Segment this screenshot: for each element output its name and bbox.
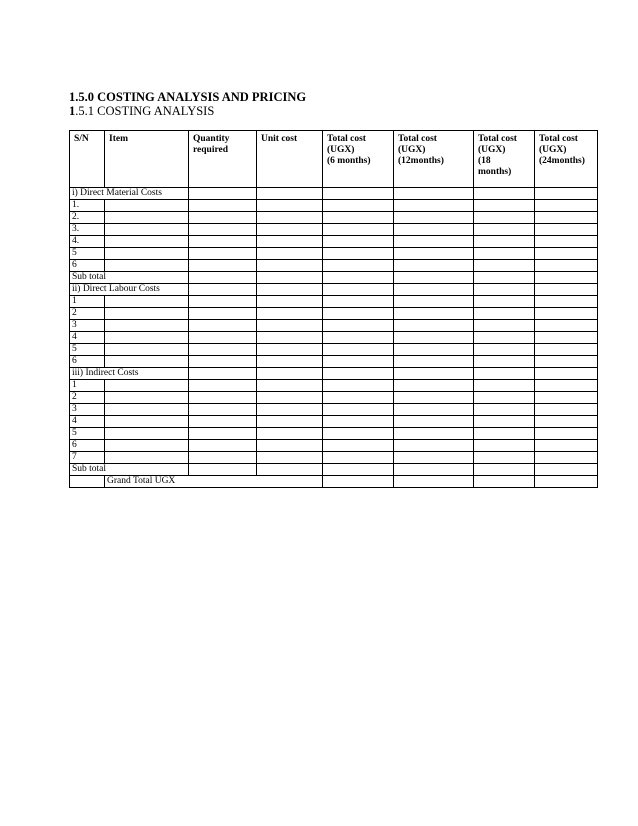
column-header-line: Total cost: [327, 134, 366, 144]
table-cell: [394, 452, 474, 464]
subsection-title: .5.1 COSTING ANALYSIS: [75, 104, 215, 118]
table-cell: [394, 440, 474, 452]
table-cell: [474, 224, 535, 236]
table-cell: [189, 464, 257, 476]
subsection-heading: [69, 104, 214, 119]
table-cell: [189, 416, 257, 428]
table-cell: [535, 212, 598, 224]
table-cell: [323, 380, 394, 392]
table-cell: [323, 368, 394, 380]
table-cell: [394, 428, 474, 440]
table-cell: [535, 332, 598, 344]
table-cell: [474, 392, 535, 404]
table-cell: [394, 284, 474, 296]
table-row: [70, 284, 598, 296]
table-row: [70, 356, 598, 368]
table-cell: [257, 260, 323, 272]
table-cell: [535, 452, 598, 464]
table-cell: [189, 260, 257, 272]
column-header: [105, 131, 189, 188]
serial-number-cell: 3: [70, 320, 105, 332]
table-cell: [535, 392, 598, 404]
section-heading: 1.5.0 COSTING ANALYSIS AND PRICING: [69, 90, 307, 104]
table-cell: [535, 428, 598, 440]
table-cell: [535, 404, 598, 416]
table-cell: [394, 248, 474, 260]
column-header-line: (12months): [398, 156, 444, 166]
table-cell: [535, 416, 598, 428]
serial-number-cell: 7: [70, 452, 105, 464]
table-cell: [105, 380, 189, 392]
table-cell: [323, 440, 394, 452]
table-cell: [189, 296, 257, 308]
table-cell: [474, 380, 535, 392]
table-cell: [257, 344, 323, 356]
column-header-line: S/N: [74, 134, 89, 144]
column-header: [535, 131, 598, 188]
column-header-line: Total cost: [398, 134, 437, 144]
table-cell: [105, 452, 189, 464]
column-header: [323, 131, 394, 188]
table-cell: [474, 200, 535, 212]
table-row: [70, 404, 598, 416]
serial-number-cell: 2: [70, 392, 105, 404]
table-cell: [474, 308, 535, 320]
table-cell: [394, 416, 474, 428]
table-cell: [189, 392, 257, 404]
table-cell: [105, 428, 189, 440]
table-cell: [189, 344, 257, 356]
table-cell: [105, 440, 189, 452]
table-cell: [394, 392, 474, 404]
table-cell: [474, 356, 535, 368]
table-cell: [474, 404, 535, 416]
table-cell: [189, 440, 257, 452]
table-cell: [474, 260, 535, 272]
table-row: [70, 212, 598, 224]
table-row: [70, 464, 598, 476]
table-cell: [323, 428, 394, 440]
table-cell: [474, 452, 535, 464]
table-cell: [323, 260, 394, 272]
serial-number-cell: 6: [70, 356, 105, 368]
table-cell: [394, 368, 474, 380]
table-row: [70, 452, 598, 464]
table-cell: [189, 188, 257, 200]
table-cell: [189, 224, 257, 236]
table-cell: [323, 272, 394, 284]
table-row: [70, 320, 598, 332]
table-cell: [105, 224, 189, 236]
table-body: [70, 188, 598, 488]
table-cell: [394, 272, 474, 284]
table-cell: [323, 248, 394, 260]
table-row: [70, 380, 598, 392]
column-header-line: (UGX): [327, 145, 355, 155]
table-header-row: [70, 131, 598, 188]
table-cell: [394, 356, 474, 368]
table-cell: [394, 260, 474, 272]
column-header-line: Total cost: [478, 134, 517, 144]
table-cell: [323, 320, 394, 332]
serial-number-cell: 1: [70, 296, 105, 308]
table-cell: [257, 380, 323, 392]
table-cell: [535, 188, 598, 200]
column-header-line: (18: [478, 156, 491, 166]
table-cell: [323, 356, 394, 368]
table-cell: [189, 212, 257, 224]
table-cell: [257, 320, 323, 332]
table-cell: [105, 200, 189, 212]
table-cell: [257, 368, 323, 380]
table-row: [70, 260, 598, 272]
table-row: [70, 392, 598, 404]
table-cell: [257, 332, 323, 344]
table-cell: [189, 272, 257, 284]
table-cell: [257, 248, 323, 260]
table-cell: [189, 380, 257, 392]
table-row: [70, 236, 598, 248]
section-label-cell: Sub total: [70, 464, 189, 476]
table-cell: [105, 320, 189, 332]
table-cell: [323, 308, 394, 320]
table-cell: [105, 260, 189, 272]
table-cell: [474, 320, 535, 332]
table-cell: [189, 308, 257, 320]
table-cell: [535, 344, 598, 356]
table-row: [70, 296, 598, 308]
serial-number-cell: 2.: [70, 212, 105, 224]
serial-number-cell: 6: [70, 260, 105, 272]
table-cell: [189, 236, 257, 248]
table-cell: [257, 308, 323, 320]
table-cell: [535, 248, 598, 260]
table-cell: [189, 248, 257, 260]
table-cell: [189, 332, 257, 344]
table-cell: [474, 332, 535, 344]
column-header-line: Quantity: [193, 134, 230, 144]
section-label-cell: iii) Indirect Costs: [70, 368, 189, 380]
table-cell: [535, 272, 598, 284]
table-cell: [323, 188, 394, 200]
table-cell: [535, 476, 598, 488]
table-cell: [105, 308, 189, 320]
table-cell: [474, 368, 535, 380]
table-cell: [257, 296, 323, 308]
table-cell: [189, 452, 257, 464]
table-cell: [474, 296, 535, 308]
table-cell: [535, 356, 598, 368]
table-cell: [323, 464, 394, 476]
table-cell: [535, 260, 598, 272]
section-label-cell: i) Direct Material Costs: [70, 188, 189, 200]
column-header-line: required: [193, 145, 229, 155]
table-row: [70, 476, 598, 488]
table-cell: [323, 476, 394, 488]
table-cell: [323, 212, 394, 224]
table-cell: [474, 464, 535, 476]
table-cell: [474, 188, 535, 200]
table-row: [70, 308, 598, 320]
table-cell: [535, 464, 598, 476]
table-row: [70, 272, 598, 284]
table-cell: [474, 476, 535, 488]
column-header: [257, 131, 323, 188]
table-cell: [394, 332, 474, 344]
table-cell: [323, 236, 394, 248]
table-cell: [535, 236, 598, 248]
table-cell: [257, 428, 323, 440]
table-cell: [394, 308, 474, 320]
column-header: [70, 131, 105, 188]
table-cell: [189, 428, 257, 440]
table-cell: [257, 272, 323, 284]
table-cell: [394, 296, 474, 308]
costing-table: [69, 130, 598, 488]
table-row: [70, 200, 598, 212]
table-cell: [257, 236, 323, 248]
section-label-cell: Sub total: [70, 272, 189, 284]
table-cell: [474, 440, 535, 452]
table-cell: [323, 404, 394, 416]
table-row: [70, 332, 598, 344]
serial-number-cell: 3.: [70, 224, 105, 236]
table-cell: [105, 332, 189, 344]
table-cell: [535, 440, 598, 452]
table-cell: [257, 356, 323, 368]
grand-total-label-cell: Grand Total UGX: [105, 476, 323, 488]
column-header-line: (24months): [539, 156, 585, 166]
table-cell: [323, 284, 394, 296]
table-cell: [394, 188, 474, 200]
table-cell: [257, 392, 323, 404]
subsection-number-prefix: 1: [69, 104, 76, 118]
table-cell: [535, 380, 598, 392]
table-row: [70, 416, 598, 428]
table-cell: [535, 320, 598, 332]
table-cell: [394, 212, 474, 224]
column-header-line: (UGX): [398, 145, 426, 155]
table-cell: [474, 212, 535, 224]
serial-number-cell: 5: [70, 344, 105, 356]
column-header-line: Item: [109, 134, 128, 144]
table-cell: [70, 476, 105, 488]
column-header-line: (UGX): [478, 145, 506, 155]
table-cell: [189, 368, 257, 380]
table-cell: [394, 200, 474, 212]
serial-number-cell: 4.: [70, 236, 105, 248]
table-row: [70, 440, 598, 452]
table-cell: [257, 188, 323, 200]
table-cell: [394, 224, 474, 236]
table-cell: [394, 320, 474, 332]
table-cell: [535, 284, 598, 296]
column-header-line: (UGX): [539, 145, 567, 155]
table-cell: [394, 380, 474, 392]
table-row: [70, 368, 598, 380]
serial-number-cell: 3: [70, 404, 105, 416]
table-cell: [257, 284, 323, 296]
table-cell: [257, 404, 323, 416]
table-cell: [257, 416, 323, 428]
table-cell: [394, 464, 474, 476]
table-cell: [535, 224, 598, 236]
table-cell: [535, 308, 598, 320]
table-cell: [323, 416, 394, 428]
column-header: [474, 131, 535, 188]
table-cell: [105, 248, 189, 260]
serial-number-cell: 6: [70, 440, 105, 452]
table-cell: [105, 212, 189, 224]
table-cell: [535, 200, 598, 212]
table-cell: [474, 416, 535, 428]
serial-number-cell: 1.: [70, 200, 105, 212]
column-header-line: Unit cost: [261, 134, 298, 144]
table-cell: [257, 440, 323, 452]
table-row: [70, 188, 598, 200]
table-cell: [323, 332, 394, 344]
serial-number-cell: 4: [70, 416, 105, 428]
table-cell: [474, 272, 535, 284]
table-row: [70, 248, 598, 260]
table-cell: [105, 344, 189, 356]
table-cell: [323, 200, 394, 212]
table-cell: [323, 452, 394, 464]
section-label-cell: ii) Direct Labour Costs: [70, 284, 189, 296]
table-cell: [189, 404, 257, 416]
serial-number-cell: 5: [70, 248, 105, 260]
table-row: [70, 428, 598, 440]
table-cell: [323, 224, 394, 236]
table-cell: [474, 344, 535, 356]
table-cell: [394, 476, 474, 488]
serial-number-cell: 5: [70, 428, 105, 440]
table-cell: [257, 224, 323, 236]
table-cell: [105, 356, 189, 368]
table-cell: [394, 344, 474, 356]
serial-number-cell: 1: [70, 380, 105, 392]
table-cell: [105, 236, 189, 248]
table-cell: [474, 236, 535, 248]
table-cell: [323, 392, 394, 404]
column-header: [189, 131, 257, 188]
table-cell: [474, 428, 535, 440]
table-cell: [474, 248, 535, 260]
table-cell: [189, 200, 257, 212]
table-cell: [189, 284, 257, 296]
table-cell: [257, 212, 323, 224]
table-row: [70, 344, 598, 356]
table-cell: [535, 296, 598, 308]
table-cell: [189, 320, 257, 332]
table-cell: [257, 200, 323, 212]
column-header-line: (6 months): [327, 156, 371, 166]
table-row: [70, 224, 598, 236]
table-cell: [105, 392, 189, 404]
serial-number-cell: 4: [70, 332, 105, 344]
column-header: [394, 131, 474, 188]
table-cell: [394, 236, 474, 248]
table-cell: [189, 356, 257, 368]
table-cell: [535, 368, 598, 380]
column-header-line: months): [478, 167, 512, 177]
table-cell: [474, 284, 535, 296]
table-cell: [323, 296, 394, 308]
table-cell: [257, 452, 323, 464]
table-cell: [105, 296, 189, 308]
table-cell: [257, 464, 323, 476]
table-cell: [323, 344, 394, 356]
serial-number-cell: 2: [70, 308, 105, 320]
table-cell: [394, 404, 474, 416]
table-cell: [105, 416, 189, 428]
table-cell: [105, 404, 189, 416]
column-header-line: Total cost: [539, 134, 578, 144]
